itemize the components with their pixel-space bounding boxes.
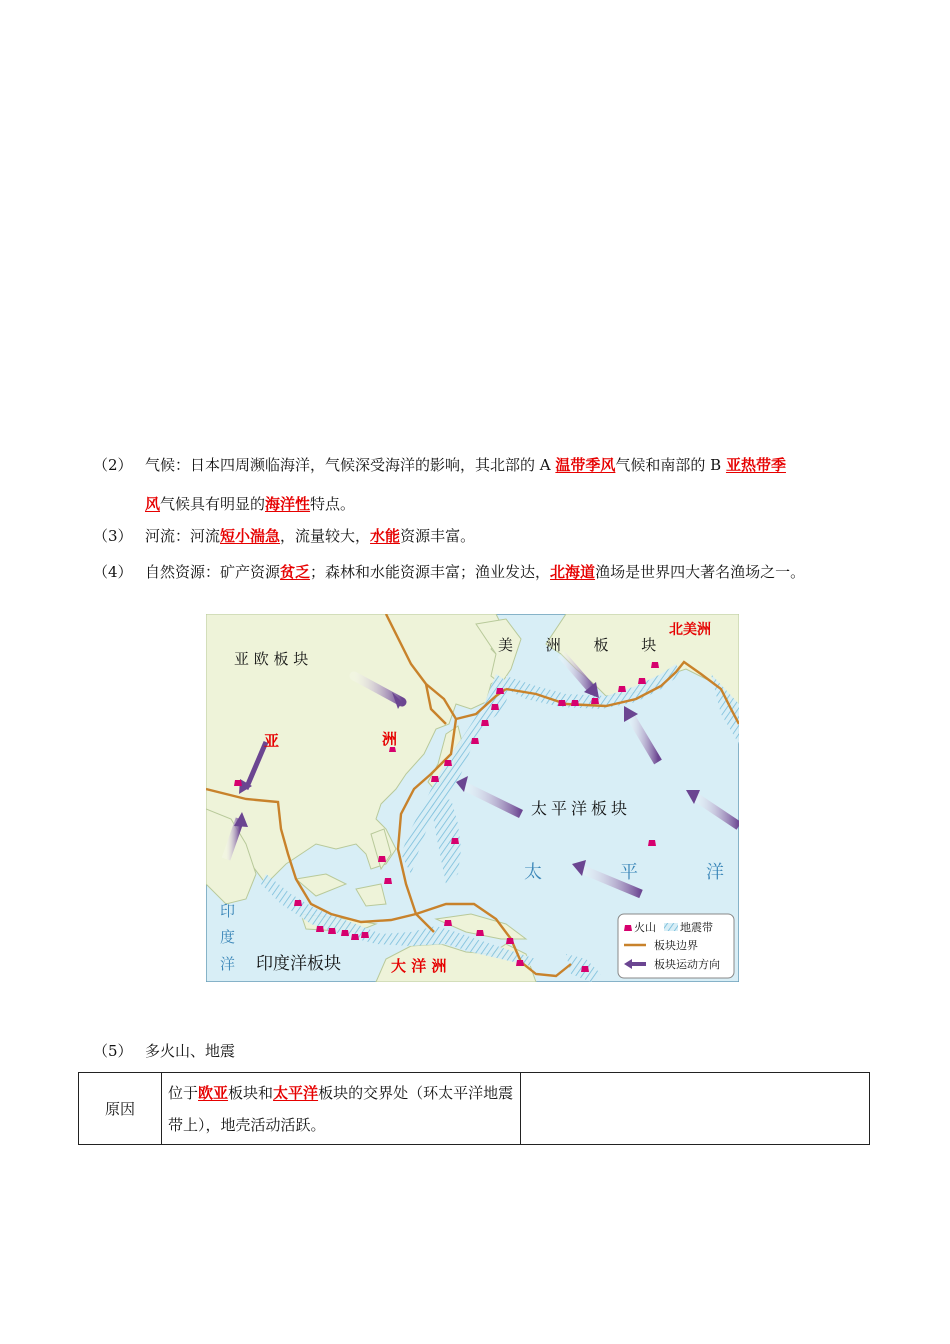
volcano-icon [234, 780, 242, 786]
volcano-icon [431, 776, 439, 782]
label-pacific-ping: 平 [620, 862, 638, 883]
volcano-icon [316, 926, 324, 932]
volcano-icon [384, 878, 392, 884]
highlight-answer: 风 [145, 495, 161, 513]
map-legend [618, 914, 734, 978]
volcano-icon [471, 738, 479, 744]
volcano-icon [361, 932, 369, 938]
legend-volcano: 火山 [634, 921, 656, 934]
volcano-icon [378, 856, 386, 862]
item-number: （3） [93, 527, 133, 545]
table-row [79, 1073, 870, 1145]
label-asia-zhou: 洲 [382, 730, 398, 748]
volcano-icon [624, 925, 632, 931]
quake-belt-icon [664, 923, 678, 931]
volcano-icon [351, 934, 359, 940]
volcano-icon [328, 928, 336, 934]
volcano-icon [581, 966, 589, 972]
volcano-icon [341, 930, 349, 936]
volcano-icon [444, 920, 452, 926]
label-indian-du: 度 [220, 928, 236, 946]
label-oceania: 大 洋 洲 [391, 957, 447, 975]
volcano-icon [506, 938, 514, 944]
volcano-icon [648, 840, 656, 846]
item-number: （5） [93, 1042, 133, 1060]
highlight-answer: 贫乏 [280, 563, 311, 581]
highlight-answer: 水能 [370, 527, 401, 545]
volcano-icon [558, 700, 566, 706]
table-cell-content: 位于欧亚板块和太平洋板块的交界处（环太平洋地震带上），地壳活动活跃。 [162, 1073, 521, 1145]
legend-direction: 板块运动方向 [654, 958, 720, 971]
label-pacific-yang: 洋 [706, 862, 724, 883]
item-text: 多火山、地震 [145, 1042, 236, 1060]
label-indian-yin: 印 [220, 902, 236, 920]
volcano-icon [476, 930, 484, 936]
volcano-icon [481, 720, 489, 726]
label-pacific-plate: 太平洋板块 [531, 799, 632, 818]
legend-quake-belt: 地震带 [680, 921, 713, 934]
item-number: （2） [93, 456, 133, 474]
volcano-icon [638, 678, 646, 684]
volcano-icon [451, 838, 459, 844]
item-text: 风气候具有明显的海洋性特点。 [145, 495, 356, 513]
volcano-icon [444, 760, 452, 766]
label-north-america: 北美洲 [669, 622, 711, 638]
highlight-answer: 海洋性 [265, 495, 311, 513]
item-text: 气候：日本四周濒临海洋，气候深受海洋的影响，其北部的 A 温带季风气候和南部的 B 亚热带季 [145, 456, 786, 474]
label-pacific-tai: 太 [524, 862, 542, 883]
highlight-answer: 亚热带季 [725, 456, 786, 474]
table-cell-label: 原因 [79, 1073, 162, 1145]
label-asia-ya: 亚 [264, 732, 280, 750]
label-indian-yang: 洋 [220, 955, 236, 973]
label-eurasian-plate: 亚 欧 板 块 [234, 650, 309, 668]
highlight-answer: 太平洋 [273, 1083, 319, 1102]
volcano-icon [618, 686, 626, 692]
item-text: 河流：河流短小湍急，流量较大，水能资源丰富。 [145, 527, 476, 545]
highlight-answer: 短小湍急 [220, 527, 281, 545]
volcano-icon [591, 698, 599, 704]
highlight-answer: 温带季风 [555, 456, 616, 474]
label-indian-plate: 印度洋板块 [256, 954, 341, 974]
volcano-icon [571, 700, 579, 706]
item-text: 自然资源：矿产资源贫乏；森林和水能资源丰富；渔业发达，北海道渔场是世界四大著名渔场之一。 [145, 563, 806, 581]
volcano-icon [496, 688, 504, 694]
volcano-icon [491, 704, 499, 710]
highlight-answer: 北海道 [550, 563, 596, 581]
label-american-plate: 美 洲 板 块 [498, 636, 671, 654]
volcano-icon [516, 960, 524, 966]
legend-boundary: 板块边界 [654, 939, 698, 952]
cause-table [78, 1072, 870, 1145]
item-number: （4） [93, 563, 133, 581]
volcano-icon [294, 900, 302, 906]
plate-tectonics-map [206, 614, 739, 982]
volcano-icon [651, 662, 659, 668]
highlight-answer: 欧亚 [198, 1083, 229, 1102]
table-cell-extra [521, 1073, 870, 1145]
